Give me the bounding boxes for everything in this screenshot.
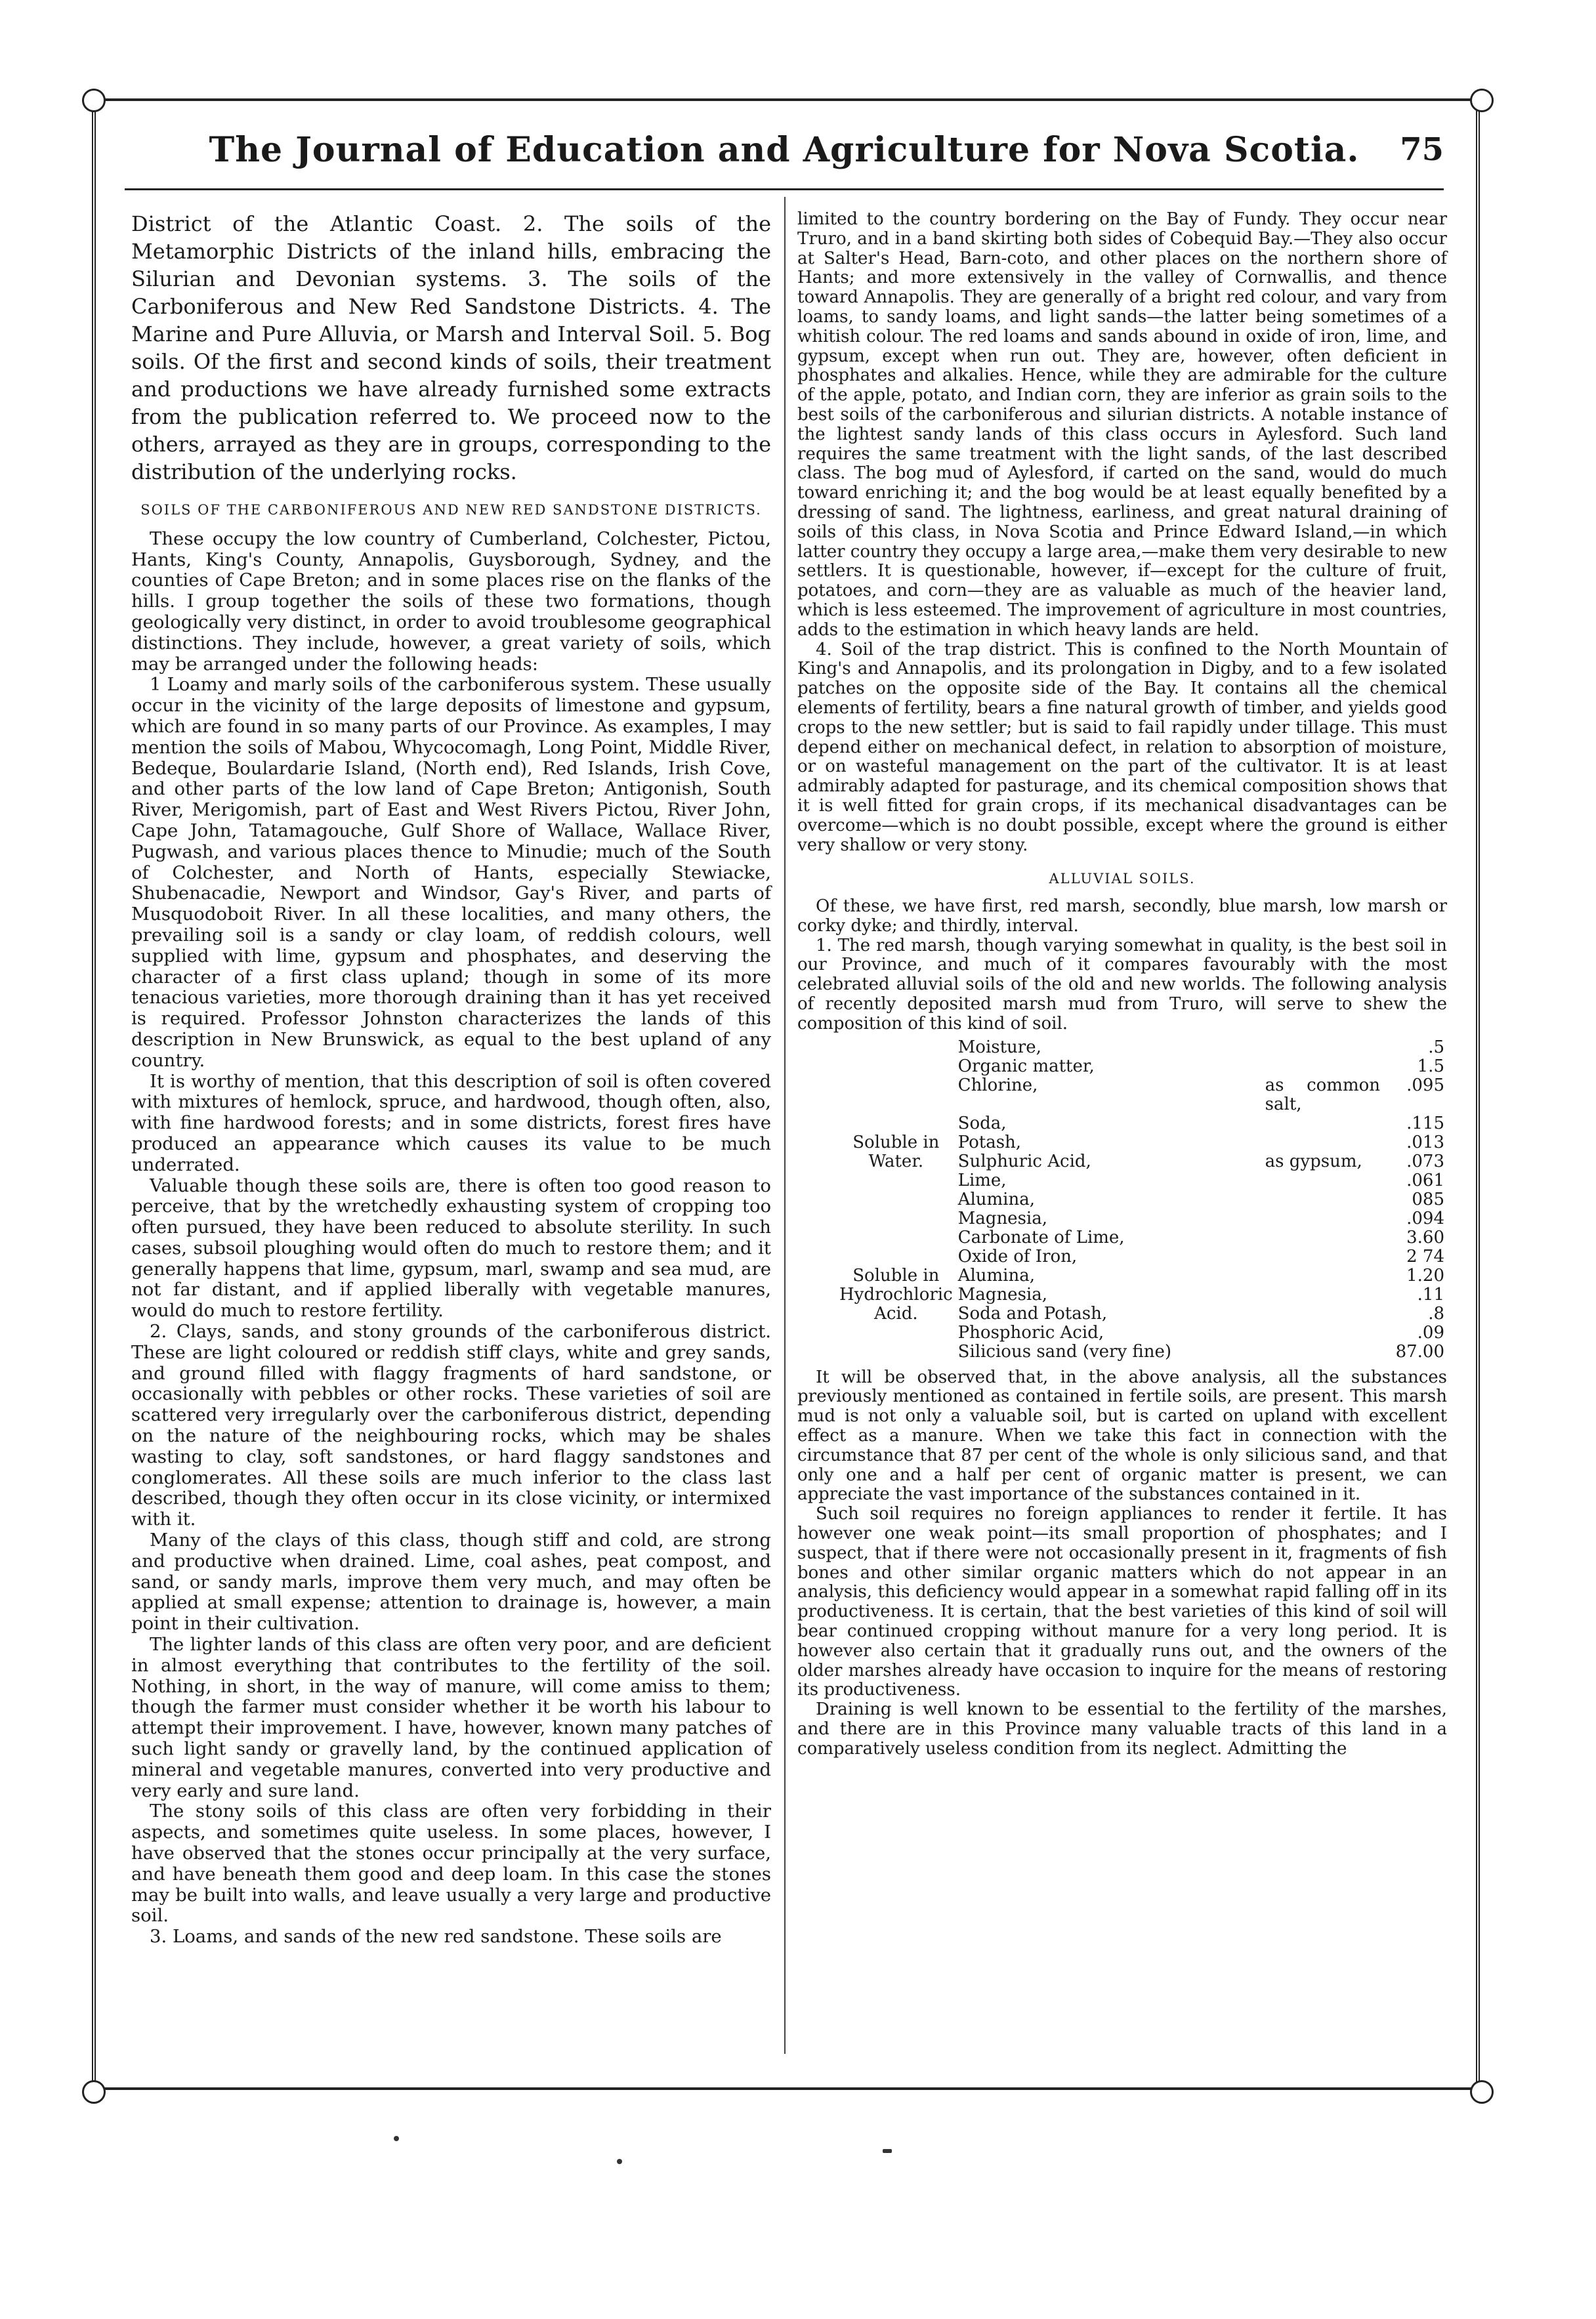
paragraph: It is worthy of mention, that this description of soil is often covered with mixtures of hemlock, spruce, and hardwood, though often, also, with fine hardwood forests; and in some districts, forest fires have produced an appearance which causes its value to be much underrated. (131, 1070, 771, 1175)
right-column (797, 210, 1447, 1759)
table-cell: .11 (1417, 1284, 1444, 1305)
corner-ornament (1470, 89, 1494, 112)
table-row (837, 1228, 1447, 1247)
paragraph: 4. Soil of the trap district. This is confined to the North Mountain of King's and Annapolis, and its prolongation in Digby, and to a few isolated patches on the opposite side of the Bay. It contains all the chemical elements of fertility, bears a fine natural growth of timber, and yields good crops to the new settler; but is said to fail rapidly under tillage. This must depend either on mechanical defect, in relation to absorption of moisture, or on wasteful management on the part of the cultivator. It is at least admirably adapted for pasturage, and its chemical composition shows that it is well fitted for grain crops, if its mechanical disadvantages can be overcome—which is no doubt possible, except where the ground is either very shallow or very stony. (797, 639, 1447, 855)
table-cell: Magnesia, (957, 1208, 1047, 1228)
table-cell: Carbonate of Lime, (957, 1227, 1125, 1247)
paragraph: Such soil requires no foreign appliances to render it fertile. It has however one weak point—its small proportion of phosphates; and I suspect, that if there were not occasionally present in it, fragments of fish bones and other similar organic matters which do not appear in an analysis, this deficiency would appear in a somewhat rapid falling off in its productiveness. It is certain, that the best varieties of this kind of soil will bear continued cropping without manure for a very long period. It is however also certain that it gradually runs out, and the owners of the older marshes already have occasion to inquire for the means of restoring its productiveness. (797, 1504, 1447, 1700)
paragraph: Draining is well known to be essential to the fertility of the marshes, and there are in this Province many valuable tracts of this land in a comparatively useless condition from its neglect. Admitting the (797, 1700, 1447, 1759)
paragraph: 1. The red marsh, though varying somewhat in quality, is the best soil in our Province, and much of it compares favourably with the most celebrated alluvial soils of the old and new worlds. The following analysis of recently deposited marsh mud from Truro, will serve to shew the composition of this kind of soil. (797, 935, 1447, 1034)
table-cell: .073 (1406, 1151, 1444, 1171)
table-cell: Lime, (957, 1170, 1007, 1190)
left-column (131, 210, 771, 1948)
table-cell: as common salt, (1265, 1075, 1380, 1114)
table-cell (1263, 1190, 1383, 1209)
table-cell: .09 (1417, 1322, 1444, 1343)
paragraph: Of these, we have first, red marsh, secondly, blue marsh, low marsh or corky dyke; and thirdly, interval. (797, 896, 1447, 936)
table-row (837, 1076, 1447, 1114)
paragraph: 2. Clays, sands, and stony grounds of the carboniferous district. These are light coloured or reddish stiff clays, white and grey sands, and ground filled with flaggy fragments of hard sandstone, or occasionally with pebbles or other rocks. These varieties of soil are scattered very irregularly over the carboniferous district, depending on the nature of the neighbouring rocks, which may be shales wasting to clay, soft sandstones, or hard flaggy sandstones and conglomerates. All these soils are much inferior to the class last described, though they often occur in its close vicinity, or intermixed with it. (131, 1321, 771, 1530)
table-cell: Moisture, (957, 1037, 1041, 1057)
corner-ornament (1470, 2080, 1494, 2104)
section-heading: SOILS OF THE CARBONIFEROUS AND NEW RED SANDSTONE DISTRICTS. (140, 502, 762, 518)
paragraph: Many of the clays of this class, though stiff and cold, are strong and productive when drained. Lime, coal ashes, peat compost, and sand, or sandy marls, improve them very much, and may often be applied at small expense; attention to drainage is, however, a main point in their cultivation. (131, 1530, 771, 1635)
stray-mark (394, 2136, 399, 2141)
table-cell: Alumina, (957, 1265, 1035, 1285)
table-cell: Alumina, (957, 1189, 1035, 1209)
paragraph: 3. Loams, and sands of the new red sandstone. These soils are (150, 1926, 722, 1948)
paragraph: Valuable though these soils are, there is often too good reason to perceive, that by the wretchedly exhausting system of cropping too often pursued, they have been reduced to absolute sterility. In such cases, subsoil ploughing would often do much to restore them; and it generally happens that lime, gypsum, marl, swamp and sea mud, are not far distant, and if applied liberally with vegetable manures, would do much to restore fertility. (131, 1175, 771, 1322)
table-cell: 085 (1412, 1189, 1444, 1209)
table-cell: .013 (1406, 1132, 1444, 1152)
paragraph: 1 Loamy and marly soils of the carboniferous system. These usually occur in the vicinity of the large deposits of limestone and gypsum, which are found in so many parts of our Province. As examples, I may mention the soils of Mabou, Whycocomagh, Long Point, Middle River, Bedeque, Boulardarie Island, (North end), Red Islands, Irish Cove, and other parts of the low land of Cape Breton; Antigonish, South River, Merigomish, part of East and West Rivers Pictou, River John, Cape John, Tatamagouche, Gulf Shore of Wallace, Wallace River, Pugwash, and various places thence to Minudie; much of the South of Colchester, and North of Hants, especially Stewiacke, Shubenacadie, Newport and Windsor, Gay's River, and parts of Musquodoboit River. In all these localities, and many others, the prevailing soil is a sandy or clay loam, of reddish colours, well supplied with lime, gypsum and phosphates, and deserving the character of a first class upland; though in some of its more tenacious varieties, more thorough draining than it has yet received is required. Professor Johnston characterizes the lands of this description in New Brunswick, as equal to the best upland of any country. (131, 674, 772, 1071)
corner-ornament (82, 89, 106, 112)
table-cell: .115 (1406, 1113, 1444, 1133)
table-cell: 87.00 (1395, 1341, 1444, 1362)
stray-mark (883, 2149, 892, 2153)
table-cell (1263, 1133, 1383, 1152)
table-cell: Oxide of Iron, (957, 1246, 1078, 1266)
paragraph: District of the Atlantic Coast. 2. The soils of the Metamorphic Districts of the inland hills, embracing the Silurian and Devonian systems. 3. The soils of the Carboniferous and New Red Sandstone Districts. 4. The Marine and Pure Alluvia, or Marsh and Interval Soil. 5. Bog soils. Of the first and second kinds of soils, their treatment and productions we have already furnished some extracts from the publication referred to. We proceed now to the others, arrayed as they are in groups, corresponding to the distribution of the underlying rocks. (131, 211, 771, 484)
column-separator (784, 197, 786, 2054)
table-cell: Phosphoric Acid, (957, 1322, 1104, 1343)
table-cell (1263, 1171, 1383, 1190)
table-cell: Magnesia, (957, 1284, 1047, 1305)
section-heading: ALLUVIAL SOILS. (1049, 871, 1196, 887)
group-label: Soluble in Water. (852, 1132, 940, 1171)
paragraph: It will be observed that, in the above analysis, all the substances previously mentioned as contained in fertile soils, are present. This marsh mud is not only a valuable soil, but is carted on upland with excellent effect as a manure. When we take this fact in connection with the circumstance that 87 per cent of the whole is only silicious sand, and that only one and a half per cent of organic matter is present, we can appreciate the vast importance of the substances contained in it. (797, 1367, 1447, 1505)
soil-analysis-table (837, 1038, 1447, 1362)
group-label: Soluble in Hydrochloric Acid. (839, 1265, 953, 1324)
table-cell: .094 (1406, 1208, 1444, 1228)
table-cell: as gypsum, (1265, 1151, 1362, 1171)
table-cell: Chlorine, (957, 1075, 1038, 1095)
journal-title: The Journal of Education and Agriculture for Nova Scotia. (209, 130, 1360, 170)
running-header (125, 130, 1444, 182)
page-number: 75 (1400, 131, 1444, 168)
paragraph: The stony soils of this class are often very forbidding in their aspects, and sometimes quite useless. In some places, however, I have observed that the stones occur principally at the very surface, and have beneath them good and deep loam. In this case the stones may be built into walls, and leave usually a very large and productive soil. (131, 1801, 771, 1927)
table-cell: Silicious sand (very fine) (957, 1341, 1172, 1362)
table-cell: Organic matter, (957, 1056, 1095, 1076)
paragraph: The lighter lands of this class are often very poor, and are deficient in almost everything that contributes to the fertility of the soil. Nothing, in short, in the way of manure, will come amiss to them; though the farmer must consider whether it be worth his labour to attempt their improvement. I have, however, known many patches of such light sandy or gravelly land, by the continued application of mineral and vegetable manures, converted into very productive and very early and sure land. (131, 1634, 771, 1801)
table-cell: 2 74 (1406, 1246, 1444, 1266)
table-cell: Potash, (957, 1132, 1022, 1152)
header-rule (125, 188, 1444, 190)
stray-mark (617, 2159, 622, 2164)
table-cell: 1.5 (1417, 1056, 1444, 1076)
table-cell (1263, 1209, 1383, 1228)
table-row (837, 1038, 1447, 1057)
table-cell: Soda, (957, 1113, 1007, 1133)
paragraph: limited to the country bordering on the Bay of Fundy. They occur near Truro, and in a band skirting both sides of Cobequid Bay.—They also occur at Salter's Head, Barn-coto, and other places on the northern shore of Hants; and more extensively in the valley of Cornwallis, and thence toward Annapolis. They are generally of a bright red colour, and vary from loams, to sandy loams, and light sands—the latter being sometimes of a whitish colour. The red loams and sands abound in oxide of iron, lime, and gypsum, except when run out. They are, however, often deficient in phosphates and alkalies. Hence, while they are admirable for the culture of the apple, potato, and Indian corn, they are inferior as grain soils to the best soils of the carboniferous and silurian districts. A notable instance of the lightest sandy lands of this class occurs in Aylesford. Such land requires the same treatment with the light sands, of the last described class. The bog mud of Aylesford, if carted on the sand, would do much toward enriching it; and the bog would be at least equally benefited by a dressing of sand. The lightness, earliness, and great natural draining of soils of this class, in Nova Scotia and Prince Edward Island,—in which latter country they occupy a large area,—make them very desirable to new settlers. It is questionable, however, if—except for the culture of fruit, potatoes, and corn—they are as valuable as much of the heavier land, which is less esteemed. The improvement of agriculture in most countries, adds to the estimation in which heavy lands are held. (797, 209, 1447, 640)
paragraph: These occupy the low country of Cumberland, Colchester, Pictou, Hants, King's County, Annapolis, Guysborough, Sydney, and the counties of Cape Breton; and in some places rise on the flanks of the hills. I group together the soils of these two formations, though geologically very distinct, in order to avoid troublesome geographical distinctions. They include, however, a great variety of soils, which may be arranged under the following heads: (131, 528, 771, 675)
corner-ornament (82, 2080, 106, 2104)
table-cell: .095 (1406, 1075, 1444, 1095)
table-cell: 3.60 (1406, 1227, 1444, 1247)
table-cell: .061 (1406, 1170, 1444, 1190)
table-cell: 1.20 (1406, 1265, 1444, 1285)
table-cell: .8 (1428, 1303, 1444, 1324)
table-cell: Sulphuric Acid, (957, 1151, 1091, 1171)
table-cell: .5 (1428, 1037, 1444, 1057)
table-row (837, 1057, 1447, 1076)
table-cell (1263, 1114, 1383, 1133)
table-cell: Soda and Potash, (957, 1303, 1108, 1324)
